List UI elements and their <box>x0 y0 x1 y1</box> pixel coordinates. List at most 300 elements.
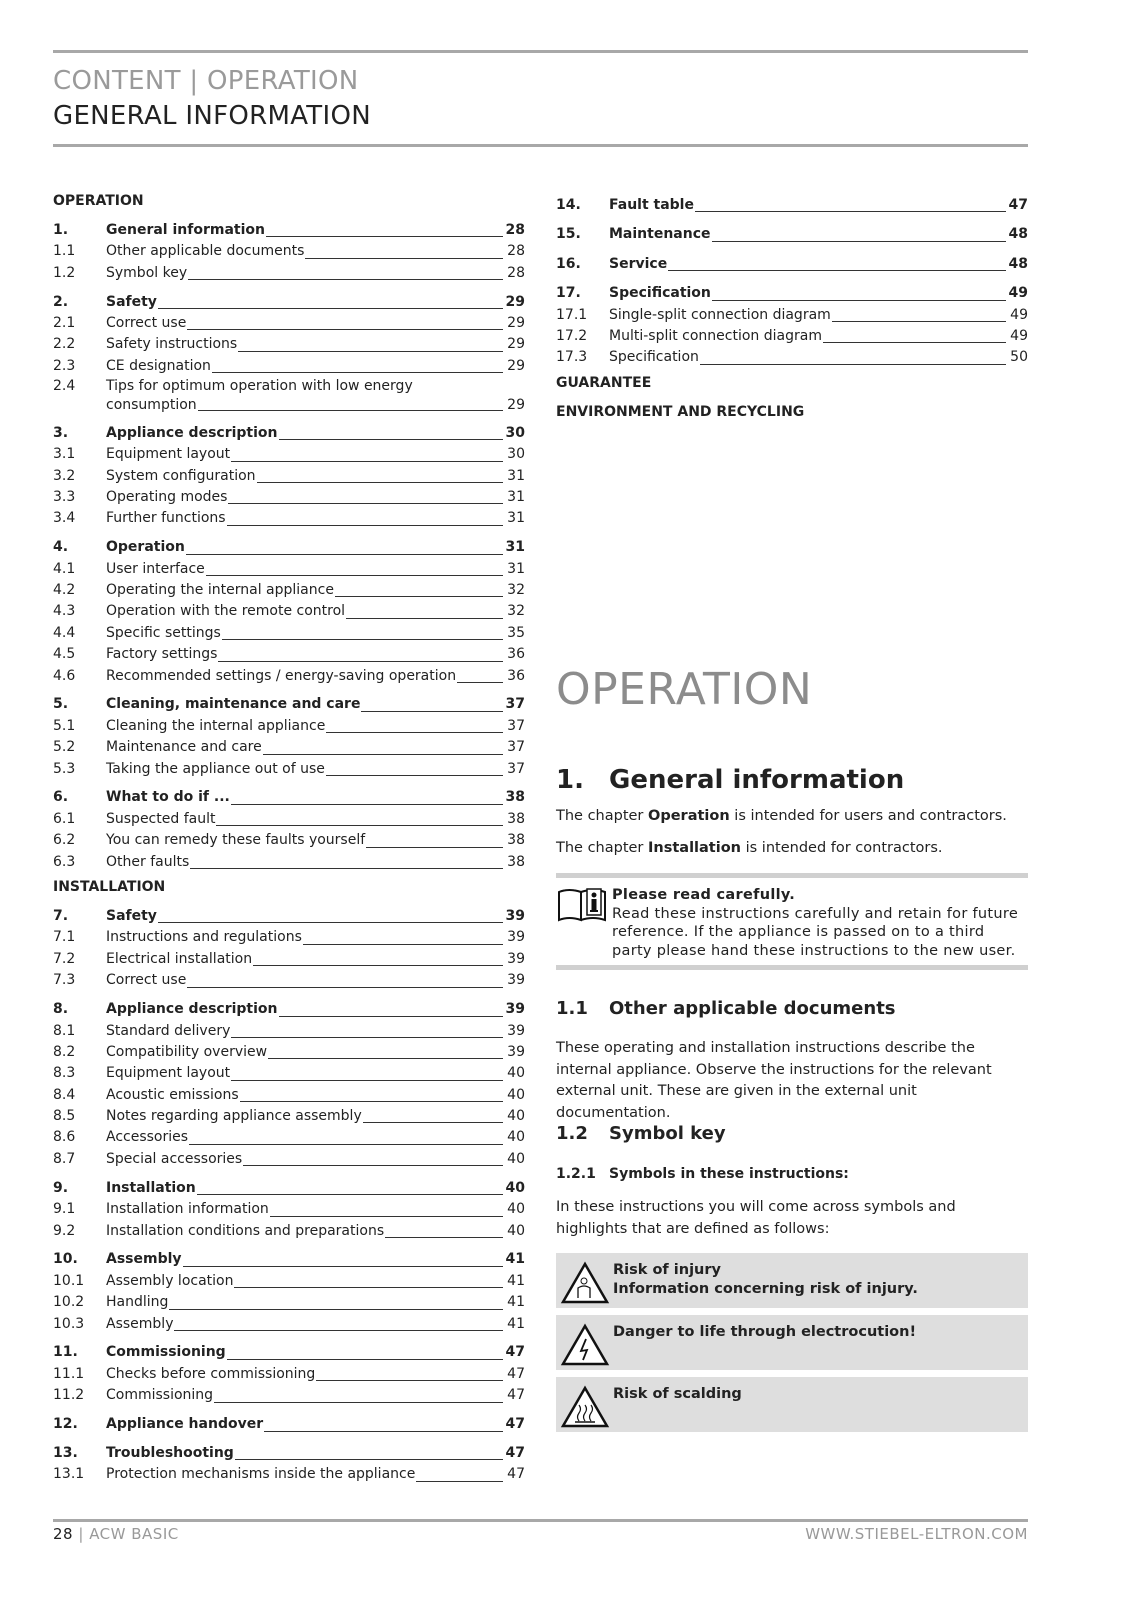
heading-text: Other applicable documents <box>609 998 896 1019</box>
toc-page: 29 <box>507 357 525 374</box>
toc-chapter-entry[interactable] <box>53 999 525 1020</box>
toc-chapter-entry[interactable] <box>53 1249 525 1270</box>
toc-page: 32 <box>507 603 525 620</box>
toc-subsection-entry[interactable] <box>556 326 1028 347</box>
toc-number: 3.1 <box>53 446 76 463</box>
toc-title: Specification <box>609 349 699 366</box>
toc-number: 11.1 <box>53 1365 85 1382</box>
toc-page: 38 <box>507 810 525 827</box>
toc-chapter-entry[interactable] <box>53 1414 525 1435</box>
toc-subsection-entry[interactable] <box>53 623 525 644</box>
toc-leader <box>231 804 503 805</box>
toc-leader <box>235 1459 503 1460</box>
toc-title: Cleaning the internal appliance <box>106 717 326 734</box>
toc-subsection-entry[interactable] <box>53 644 525 665</box>
toc-subsection-entry[interactable] <box>53 313 525 334</box>
toc-chapter-group <box>53 694 525 780</box>
toc-chapter-group <box>556 283 1028 369</box>
toc-title: Equipment layout <box>106 446 231 463</box>
toc-leader <box>206 575 503 576</box>
toc-title: User interface <box>106 560 205 577</box>
toc-page: 40 <box>505 1179 525 1196</box>
toc-subsection-entry[interactable] <box>53 759 525 780</box>
toc-leader <box>186 554 503 555</box>
footer-rule <box>53 1519 1028 1522</box>
toc-leader <box>169 1309 503 1310</box>
toc-chapter-entry[interactable] <box>556 195 1028 216</box>
toc-subsection-entry[interactable] <box>53 444 525 465</box>
toc-chapter-group <box>53 1249 525 1335</box>
heading-text: Symbol key <box>609 1123 726 1144</box>
toc-section-heading: ENVIRONMENT AND RECYCLING <box>556 403 805 420</box>
toc-leader <box>268 1058 503 1059</box>
toc-leader <box>238 351 503 352</box>
toc-page: 37 <box>507 717 525 734</box>
toc-leader <box>253 965 503 966</box>
toc-subsection-entry[interactable] <box>53 927 525 948</box>
toc-title: Correct use <box>106 972 187 989</box>
toc-leader <box>305 258 503 259</box>
toc-number: 7.3 <box>53 972 76 989</box>
toc-leader <box>231 1080 503 1081</box>
toc-number: 1.2 <box>53 264 76 281</box>
toc-title: Recommended settings / energy-saving operation <box>106 667 457 684</box>
toc-title: Multi-split connection diagram <box>609 327 822 344</box>
toc-page: 36 <box>507 667 525 684</box>
toc-page: 31 <box>505 539 525 556</box>
toc-subsection-entry[interactable] <box>53 263 525 284</box>
toc-number: 9.1 <box>53 1201 76 1218</box>
toc-subsection-entry[interactable] <box>53 1085 525 1106</box>
toc-leader <box>257 482 503 483</box>
heading-number: 1.1 <box>556 998 588 1019</box>
toc-page: 41 <box>507 1272 525 1289</box>
toc-page: 47 <box>505 1344 525 1361</box>
toc-subsection-entry[interactable] <box>53 487 525 508</box>
toc-leader <box>188 279 503 280</box>
electrocution-warning-icon <box>556 1323 613 1370</box>
toc-chapter-entry[interactable] <box>53 292 525 313</box>
toc-subsection-entry[interactable] <box>53 377 525 415</box>
scalding-warning-icon <box>556 1385 613 1432</box>
toc-chapter-group <box>53 292 525 416</box>
toc-subsection-entry[interactable] <box>53 1292 525 1313</box>
toc-number: 2.1 <box>53 315 76 332</box>
read-carefully-notice <box>556 873 1028 970</box>
toc-title: Assembly <box>106 1251 182 1268</box>
toc-title: Electrical installation <box>106 950 253 967</box>
footer-left <box>53 1525 179 1543</box>
toc-subsection-entry[interactable] <box>53 737 525 758</box>
toc-title: Protection mechanisms inside the appliance <box>106 1466 416 1483</box>
toc-page: 39 <box>507 929 525 946</box>
toc-leader <box>174 1330 503 1331</box>
toc-leader <box>243 1165 503 1166</box>
toc-leader <box>222 639 503 640</box>
toc-number: 2. <box>53 293 69 310</box>
toc-page: 47 <box>1008 197 1028 213</box>
toc-page: 39 <box>507 972 525 989</box>
toc-subsection-entry[interactable] <box>53 1199 525 1220</box>
toc-page: 47 <box>505 1445 525 1462</box>
toc-leader <box>668 270 1006 271</box>
toc-page: 31 <box>507 510 525 527</box>
toc-title: Handling <box>106 1294 169 1311</box>
toc-leader <box>189 1144 503 1145</box>
toc-subsection-entry[interactable] <box>53 1314 525 1335</box>
toc-number: 7.2 <box>53 950 76 967</box>
toc-leader <box>361 711 503 712</box>
toc-number: 5. <box>53 696 69 713</box>
toc-page: 40 <box>507 1086 525 1103</box>
toc-number: 17.3 <box>556 349 588 366</box>
injury-warning-icon <box>556 1261 613 1308</box>
toc-subsection-entry[interactable] <box>53 1106 525 1127</box>
toc-subsection-entry[interactable] <box>53 1042 525 1063</box>
toc-title: Compatibility overview <box>106 1043 268 1060</box>
toc-title: Standard delivery <box>106 1022 231 1039</box>
toc-number: 4.2 <box>53 581 76 598</box>
toc-leader <box>712 300 1006 301</box>
toc-leader <box>832 321 1006 322</box>
toc-subsection-entry[interactable] <box>556 305 1028 326</box>
toc-subsection-entry[interactable] <box>53 970 525 991</box>
toc-number: 1.1 <box>53 243 76 260</box>
toc-title: Assembly location <box>106 1272 234 1289</box>
toc-leader <box>198 410 503 411</box>
toc-subsection-entry[interactable] <box>53 559 525 580</box>
toc-number: 9.2 <box>53 1222 76 1239</box>
header-bottom-rule <box>53 144 1028 147</box>
toc-number: 11. <box>53 1344 78 1361</box>
toc-page: 47 <box>507 1365 525 1382</box>
toc-subsection-entry[interactable] <box>53 1464 525 1485</box>
book-info-icon <box>556 886 612 965</box>
toc-title: Cleaning, maintenance and care <box>106 696 361 713</box>
toc-title: CE designation <box>106 357 211 374</box>
toc-leader <box>214 1402 503 1403</box>
toc-leader <box>158 922 503 923</box>
heading-symbols <box>556 1166 849 1182</box>
toc-number: 6.1 <box>53 810 76 827</box>
toc-chapter-entry[interactable] <box>556 283 1028 304</box>
toc-page: 30 <box>505 424 525 441</box>
toc-number: 11.2 <box>53 1387 85 1404</box>
toc-title-cont: consumption <box>106 397 197 414</box>
toc-page: 28 <box>507 264 525 281</box>
toc-leader <box>279 1016 503 1017</box>
toc-leader <box>266 236 503 237</box>
toc-chapter-entry[interactable] <box>53 423 525 444</box>
toc-title: Troubleshooting <box>106 1445 234 1462</box>
toc-leader <box>187 329 503 330</box>
toc-chapter-group <box>53 220 525 284</box>
toc-leader <box>264 1431 503 1432</box>
toc-title: Correct use <box>106 315 187 332</box>
toc-page: 39 <box>507 1022 525 1039</box>
toc-number: 17.2 <box>556 327 588 344</box>
warning-scalding <box>556 1377 1028 1432</box>
toc-chapter-entry[interactable] <box>556 254 1028 275</box>
toc-chapter-entry[interactable] <box>53 694 525 715</box>
toc-number: 5.1 <box>53 717 76 734</box>
heading-number: 1.2 <box>556 1123 588 1144</box>
toc-chapter-entry[interactable] <box>53 906 525 927</box>
toc-chapter-group <box>53 787 525 873</box>
toc-title: Operation <box>106 539 185 556</box>
toc-chapter-group <box>53 1443 525 1486</box>
toc-title: Operation with the remote control <box>106 603 346 620</box>
heading-number: 1.2.1 <box>556 1166 596 1182</box>
notice-text: Read these instructions carefully and retain for future reference. If the appliance is passed on to a third party please hand these instructions to the new user. <box>612 905 1019 959</box>
toc-subsection-entry[interactable] <box>53 1271 525 1292</box>
toc-subsection-entry[interactable] <box>53 356 525 377</box>
toc-page: 31 <box>507 467 525 484</box>
toc-title: Notes regarding appliance assembly <box>106 1108 362 1125</box>
toc-chapter-entry[interactable] <box>556 224 1028 245</box>
heading-other-documents <box>556 998 896 1019</box>
toc-number: 6.2 <box>53 832 76 849</box>
toc-chapter-group <box>556 195 1028 216</box>
toc-leader <box>240 1101 503 1102</box>
toc-title: Commissioning <box>106 1344 226 1361</box>
toc-title: Further functions <box>106 510 226 527</box>
header-section: CONTENT | OPERATION <box>53 66 359 96</box>
toc-page: 49 <box>1008 285 1028 302</box>
paragraph-symbols: In these instructions you will come across symbols and highlights that are defined as follows: <box>556 1199 956 1237</box>
toc-leader <box>158 308 503 309</box>
toc-title: Service <box>609 255 668 272</box>
toc-title: Special accessories <box>106 1150 243 1167</box>
toc-leader <box>326 732 503 733</box>
toc-page: 39 <box>505 1001 525 1018</box>
toc-number: 16. <box>556 255 581 272</box>
toc-page: 40 <box>507 1065 525 1082</box>
toc-subsection-entry[interactable] <box>53 1385 525 1406</box>
toc-number: 1. <box>53 222 69 238</box>
toc-number: 7.1 <box>53 929 76 946</box>
toc-leader <box>263 754 503 755</box>
toc-page: 39 <box>505 908 525 925</box>
toc-chapter-entry[interactable] <box>53 1178 525 1199</box>
toc-page: 41 <box>507 1315 525 1332</box>
toc-number: 4.5 <box>53 646 76 663</box>
heading-general-information <box>556 765 904 795</box>
toc-leader <box>190 868 503 869</box>
bold-text: Installation <box>648 840 741 856</box>
toc-page: 38 <box>507 853 525 870</box>
text: The chapter <box>556 808 649 824</box>
toc-title: Accessories <box>106 1129 189 1146</box>
toc-leader <box>366 847 503 848</box>
toc-subsection-entry[interactable] <box>53 580 525 601</box>
toc-subsection-entry[interactable] <box>53 241 525 262</box>
toc-leader <box>346 618 503 619</box>
text: is intended for users and contractors. <box>729 808 1007 824</box>
toc-number: 9. <box>53 1179 69 1196</box>
toc-number: 6.3 <box>53 853 76 870</box>
toc-subsection-entry[interactable] <box>556 347 1028 368</box>
toc-number: 3.4 <box>53 510 76 527</box>
toc-page: 39 <box>507 1043 525 1060</box>
toc-page: 39 <box>507 950 525 967</box>
toc-leader <box>416 1481 503 1482</box>
toc-subsection-entry[interactable] <box>53 1149 525 1170</box>
toc-leader <box>216 825 503 826</box>
toc-title: What to do if ... <box>106 789 230 806</box>
toc-number: 8.2 <box>53 1043 76 1060</box>
heading-text: General information <box>609 765 905 795</box>
toc-subsection-entry[interactable] <box>53 949 525 970</box>
toc-number: 8.6 <box>53 1129 76 1146</box>
toc-number: 8.4 <box>53 1086 76 1103</box>
toc-title: Other applicable documents <box>106 243 305 260</box>
warning-title: Risk of scalding <box>613 1386 742 1402</box>
warning-title: Risk of injury <box>613 1262 721 1278</box>
toc-leader <box>695 211 1006 212</box>
toc-chapter-group <box>53 423 525 530</box>
product-name: ACW BASIC <box>89 1525 179 1543</box>
toc-page: 41 <box>505 1251 525 1268</box>
toc-number: 17.1 <box>556 306 588 323</box>
toc-page: 47 <box>507 1466 525 1483</box>
toc-title: General information <box>106 222 265 238</box>
toc-page: 28 <box>507 243 525 260</box>
toc-title: Symbol key <box>106 264 188 281</box>
toc-title: Safety <box>106 293 157 310</box>
toc-subsection-entry[interactable] <box>53 466 525 487</box>
toc-page: 35 <box>507 624 525 641</box>
toc-chapter-group <box>53 906 525 992</box>
toc-chapter-entry[interactable] <box>53 220 525 241</box>
toc-leader <box>227 1359 503 1360</box>
toc-leader <box>700 364 1006 365</box>
toc-page: 48 <box>1008 226 1028 243</box>
heading-text: Symbols in these instructions: <box>609 1166 849 1182</box>
toc-leader <box>212 372 503 373</box>
paragraph-installation <box>556 838 1028 860</box>
toc-number: 8.1 <box>53 1022 76 1039</box>
toc-chapter-group <box>53 1414 525 1435</box>
toc-leader <box>326 775 503 776</box>
toc-page: 29 <box>507 315 525 332</box>
toc-page: 30 <box>507 446 525 463</box>
toc-section-heading: GUARANTEE <box>556 374 652 391</box>
warning-text: Information concerning risk of injury. <box>613 1281 918 1297</box>
toc-page: 37 <box>507 760 525 777</box>
toc-title: Instructions and regulations <box>106 929 302 946</box>
toc-subsection-entry[interactable] <box>53 666 525 687</box>
toc-subsection-entry[interactable] <box>53 852 525 873</box>
toc-leader <box>270 1216 503 1217</box>
toc-number: 3. <box>53 424 69 441</box>
toc-number: 3.2 <box>53 467 76 484</box>
toc-page: 40 <box>507 1108 525 1125</box>
toc-chapter-entry[interactable] <box>53 537 525 558</box>
footer-url: WWW.STIEBEL-ELTRON.COM <box>805 1525 1028 1543</box>
warning-title: Danger to life through electrocution! <box>613 1324 917 1340</box>
header-top-rule <box>53 50 1028 53</box>
toc-leader <box>303 944 503 945</box>
toc-subsection-entry[interactable] <box>53 830 525 851</box>
toc-subsection-entry[interactable] <box>53 809 525 830</box>
toc-title: Acoustic emissions <box>106 1086 239 1103</box>
toc-title: Operating modes <box>106 488 228 505</box>
toc-page: 47 <box>507 1387 525 1404</box>
toc-leader <box>218 661 503 662</box>
toc-title: Operating the internal appliance <box>106 581 334 598</box>
toc-title: Taking the appliance out of use <box>106 760 325 777</box>
toc-subsection-entry[interactable] <box>53 716 525 737</box>
toc-title: Specification <box>609 285 711 302</box>
toc-chapter-entry[interactable] <box>53 1443 525 1464</box>
toc-number: 4. <box>53 539 69 556</box>
toc-chapter-group <box>53 537 525 687</box>
toc-page: 31 <box>507 560 525 577</box>
heading-number: 1. <box>556 765 584 795</box>
text: is intended for contractors. <box>741 840 943 856</box>
toc-title: Single-split connection diagram <box>609 306 831 323</box>
toc-title: Appliance description <box>106 424 278 441</box>
toc-number: 13. <box>53 1445 78 1462</box>
toc-page: 37 <box>507 739 525 756</box>
toc-subsection-entry[interactable] <box>53 1364 525 1385</box>
toc-page: 38 <box>507 832 525 849</box>
toc-title: Specific settings <box>106 624 221 641</box>
toc-number: 2.3 <box>53 357 76 374</box>
paragraph-operation <box>556 806 1028 828</box>
toc-title: Safety <box>106 908 157 925</box>
toc-page: 32 <box>507 581 525 598</box>
toc-number: 13.1 <box>53 1466 85 1483</box>
toc-subsection-entry[interactable] <box>53 334 525 355</box>
toc-leader <box>335 596 503 597</box>
text: The chapter <box>556 840 649 856</box>
toc-title: Checks before commissioning <box>106 1365 316 1382</box>
toc-leader <box>385 1237 503 1238</box>
toc-subsection-entry[interactable] <box>53 508 525 529</box>
toc-leader <box>228 503 503 504</box>
toc-leader <box>197 1194 503 1195</box>
toc-subsection-entry[interactable] <box>53 1221 525 1242</box>
toc-title: Maintenance and care <box>106 739 262 756</box>
toc-page: 40 <box>507 1129 525 1146</box>
toc-page: 40 <box>507 1201 525 1218</box>
toc-page: 47 <box>505 1416 525 1433</box>
toc-chapter-entry[interactable] <box>53 787 525 808</box>
toc-subsection-entry[interactable] <box>53 1021 525 1042</box>
toc-chapter-entry[interactable] <box>53 1342 525 1363</box>
header-title: GENERAL INFORMATION <box>53 101 371 131</box>
toc-section-heading: OPERATION <box>53 193 144 209</box>
toc-leader <box>227 525 503 526</box>
toc-left-column <box>53 187 525 1486</box>
toc-subsection-entry[interactable] <box>53 1063 525 1084</box>
toc-page: 29 <box>507 336 525 353</box>
paragraph-documents: These operating and installation instructions describe the internal appliance. Observe the instructions for the relevant external unit. These are given in the external unit documentation. <box>556 1040 992 1121</box>
toc-chapter-group <box>53 1178 525 1242</box>
toc-title: Tips for optimum operation with low energy <box>106 378 413 395</box>
toc-number: 4.6 <box>53 667 76 684</box>
toc-page: 38 <box>505 789 525 806</box>
toc-page: 37 <box>505 696 525 713</box>
toc-title: Maintenance <box>609 226 711 243</box>
toc-title: Appliance handover <box>106 1416 264 1433</box>
toc-subsection-entry[interactable] <box>53 601 525 622</box>
toc-number: 8.7 <box>53 1150 76 1167</box>
toc-subsection-entry[interactable] <box>53 1127 525 1148</box>
toc-number: 5.3 <box>53 760 76 777</box>
